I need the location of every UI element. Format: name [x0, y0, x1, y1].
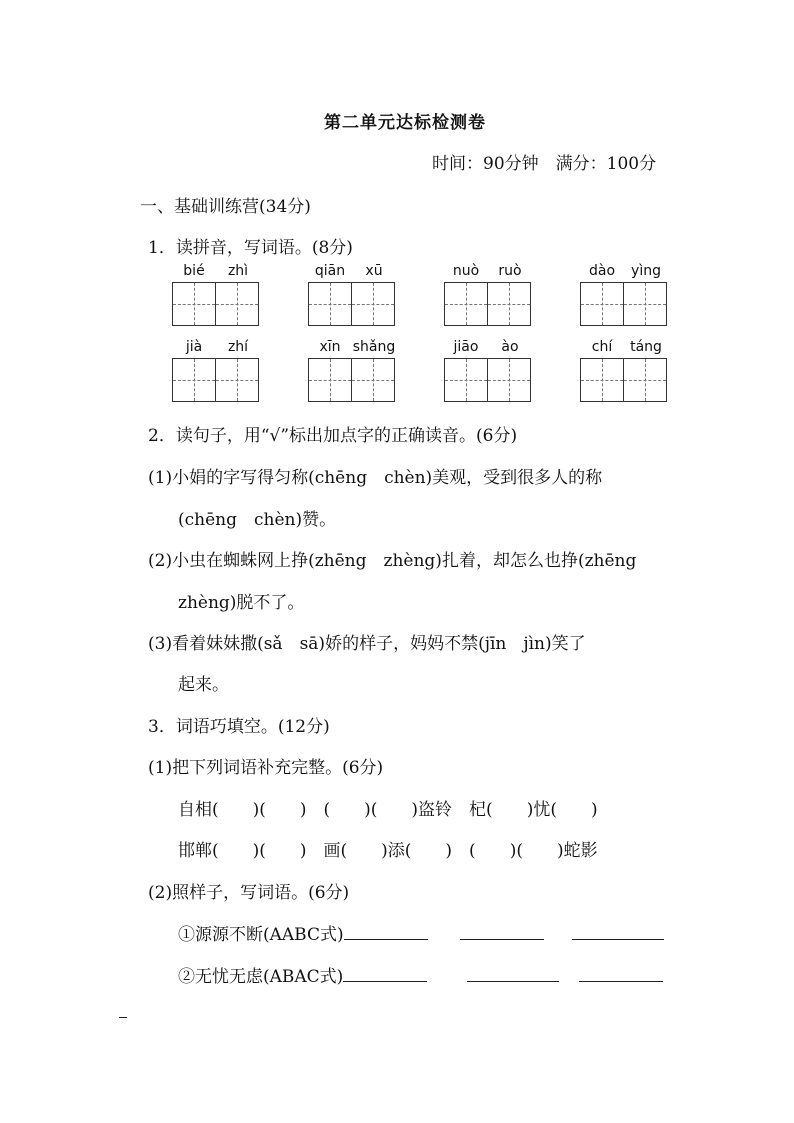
answer-blank[interactable] — [460, 925, 544, 940]
writing-cell[interactable] — [580, 358, 624, 402]
sentence-line: (3)看着妹妹撒(sǎ sā)娇的样子，妈妈不禁(jīn jìn)笑了 — [148, 634, 586, 654]
answer-blank[interactable] — [344, 925, 428, 940]
grid-guide-line — [466, 359, 467, 401]
grid-guide-line — [602, 359, 603, 401]
writing-cell[interactable] — [172, 282, 216, 326]
sentence-line: (2)小虫在蜘蛛网上挣(zhēng zhèng)扎着，却怎么也挣(zhēng — [148, 551, 637, 571]
idiom-fill-line-1: 自相( )( ) ( )( )盗铃 杞( )忧( ) — [178, 800, 598, 820]
sentence-line: (1)小娟的字写得匀称(chēng chèn)美观，受到很多人的称 — [148, 468, 603, 488]
writing-grid[interactable] — [308, 358, 394, 402]
grid-guide-line — [645, 283, 646, 325]
idiom-fill-line-2: 邯郸( )( ) 画( )添( ) ( )( )蛇影 — [178, 841, 598, 861]
writing-cell[interactable] — [444, 282, 488, 326]
pinyin-label: xū — [365, 263, 383, 279]
pinyin-label: táng — [630, 339, 662, 355]
grid-guide-line — [509, 359, 510, 401]
pinyin-label: jià — [185, 339, 203, 355]
writing-cell[interactable] — [215, 282, 259, 326]
question-2-prompt: 2．读句子，用“√”标出加点字的正确读音。(6分) — [148, 426, 518, 446]
writing-cell[interactable] — [444, 358, 488, 402]
sentence-line: 起来。 — [178, 675, 229, 695]
sub-question-1-prompt: (1)把下列词语补充完整。(6分) — [148, 758, 384, 778]
writing-grid[interactable] — [308, 282, 394, 326]
page-mark — [119, 1017, 127, 1018]
grid-guide-line — [330, 359, 331, 401]
writing-cell[interactable] — [623, 358, 667, 402]
pinyin-label: shǎng — [352, 339, 396, 355]
sentence-line: zhèng)脱不了。 — [178, 593, 305, 613]
pinyin-label: dào — [588, 263, 616, 279]
writing-cell[interactable] — [580, 282, 624, 326]
pinyin-label: chí — [591, 339, 613, 355]
answer-blank[interactable] — [579, 967, 663, 982]
sub-question-2-prompt: (2)照样子，写词语。(6分) — [148, 883, 350, 903]
page-title: 第二单元达标检测卷 — [324, 113, 486, 133]
answer-blank[interactable] — [572, 925, 664, 940]
writing-cell[interactable] — [172, 358, 216, 402]
example-line-1 — [178, 920, 664, 945]
pinyin-label: jiāo — [453, 339, 479, 355]
pinyin-label: zhí — [227, 339, 249, 355]
writing-grid[interactable] — [172, 358, 258, 402]
writing-cell[interactable] — [487, 282, 531, 326]
example-line-2 — [178, 962, 663, 987]
grid-guide-line — [602, 283, 603, 325]
writing-cell[interactable] — [351, 282, 395, 326]
writing-cell[interactable] — [215, 358, 259, 402]
writing-grid[interactable] — [444, 282, 530, 326]
section-heading: 一、基础训练营(34分) — [140, 197, 311, 217]
writing-cell[interactable] — [487, 358, 531, 402]
sentence-line: (chēng chèn)赞。 — [178, 510, 337, 530]
answer-blank[interactable] — [467, 967, 559, 982]
time-info: 时间：90分钟 满分：100分 — [432, 154, 657, 174]
pinyin-label: zhì — [227, 263, 249, 279]
writing-grid[interactable] — [580, 358, 666, 402]
pinyin-label: ruò — [498, 263, 522, 279]
answer-blank[interactable] — [343, 967, 427, 982]
example-label: ①源源不断(AABC式) — [178, 925, 344, 945]
grid-guide-line — [509, 283, 510, 325]
writing-grid[interactable] — [444, 358, 530, 402]
pinyin-label: qiān — [314, 263, 346, 279]
writing-cell[interactable] — [308, 358, 352, 402]
pinyin-label: ào — [501, 339, 519, 355]
writing-cell[interactable] — [308, 282, 352, 326]
grid-guide-line — [645, 359, 646, 401]
writing-grid[interactable] — [172, 282, 258, 326]
grid-guide-line — [237, 283, 238, 325]
pinyin-label: bié — [183, 263, 205, 279]
grid-guide-line — [373, 359, 374, 401]
grid-guide-line — [194, 359, 195, 401]
example-label: ②无忧无虑(ABAC式) — [178, 967, 344, 987]
grid-guide-line — [194, 283, 195, 325]
writing-cell[interactable] — [351, 358, 395, 402]
grid-guide-line — [330, 283, 331, 325]
question-3-prompt: 3．词语巧填空。(12分) — [148, 717, 330, 737]
pinyin-label: nuò — [452, 263, 480, 279]
question-1-prompt: 1．读拼音，写词语。(8分) — [148, 238, 353, 258]
grid-guide-line — [237, 359, 238, 401]
grid-guide-line — [373, 283, 374, 325]
pinyin-label: xīn — [319, 339, 341, 355]
writing-grid[interactable] — [580, 282, 666, 326]
writing-cell[interactable] — [623, 282, 667, 326]
grid-guide-line — [466, 283, 467, 325]
pinyin-label: yìng — [631, 263, 661, 279]
